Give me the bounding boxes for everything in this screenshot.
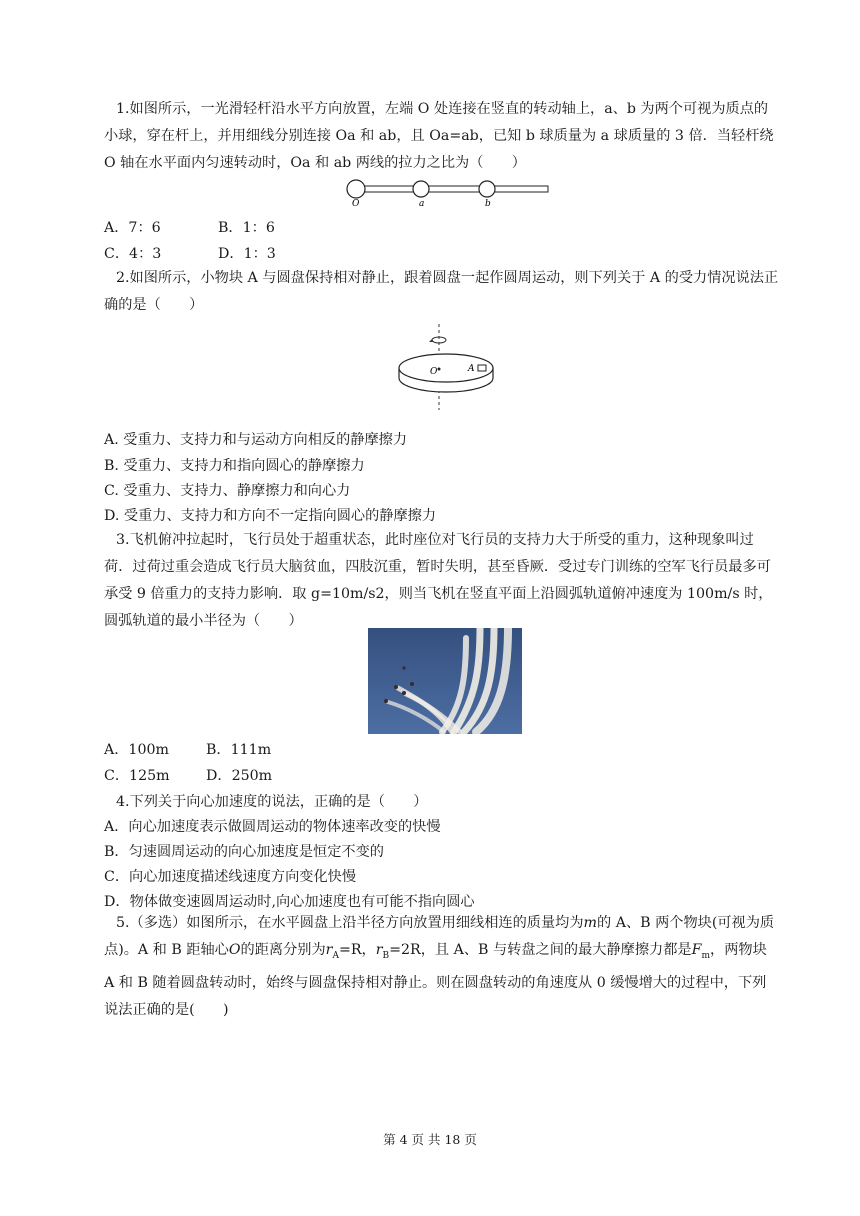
jet-5 [402, 666, 405, 669]
q5-ra-sub: A [332, 950, 339, 961]
q4-option-a: A．向心加速度表示做圆周运动的物体速率改变的快慢 [104, 819, 441, 835]
question-2-stem: 2.如图所示，小物块 A 与圆盘保持相对静止，跟着圆盘一起作圆周运动，则下列关于 A 的受力情况说法正确的是（ ） [104, 270, 779, 313]
q3-option-b: B．111m [206, 742, 272, 758]
label-o: O [352, 199, 360, 208]
q5-var-ra: r [325, 942, 333, 958]
q5-var-fm: F [691, 942, 702, 958]
q3-option-d: D．250m [206, 768, 273, 784]
jet-4 [410, 682, 414, 686]
question-5-stem [104, 910, 780, 1024]
q2-option-d: D. 受重力、支持力和方向不一定指向圆心的静摩擦力 [104, 508, 437, 524]
question-4-stem: 4.下列关于向心加速度的说法，正确的是（ ） [116, 794, 428, 810]
light-rod [352, 186, 548, 192]
question-3-photo [368, 628, 522, 734]
q5-part-4: ，两物块 A 和 B 随着圆盘转动时，始终与圆盘保持相对静止。则在圆盘转动的角速度从 0 缓慢增大的过程中，下列说法正确的是( ) [104, 942, 767, 1018]
q1-option-b: B．1：6 [218, 220, 275, 236]
q2-option-c: C. 受重力、支持力、静摩擦力和向心力 [104, 483, 351, 499]
question-3-stem: 3.飞机俯冲拉起时，飞行员处于超重状态，此时座位对飞行员的支持力大于所受的重力，这种现象叫过荷．过荷过重会造成飞行员大脑贫血，四肢沉重，暂时失明，甚至昏厥．受过专门训练的空军飞行员最多可承受 9 倍重力的支持力影响．取 g=10m/s2，则当飞机在竖直平面上沿圆弧轨道俯冲速度为 100m/s 时，圆弧轨道的最小半径为（ ） [104, 532, 773, 629]
jet-3 [384, 699, 388, 703]
q4-option-b: B．匀速圆周运动的向心加速度是恒定不变的 [104, 844, 384, 860]
q1-option-d: D．1：3 [218, 246, 276, 262]
label-o: O [430, 367, 438, 377]
label-a: A [468, 364, 475, 374]
q1-option-a: A．7：6 [104, 220, 161, 236]
q5-fm-sub: m [701, 950, 711, 961]
q5-part-3: 的距离分别为 [240, 942, 326, 958]
q4-option-c: C．向心加速度描述线速度方向变化快慢 [104, 869, 357, 885]
q2-option-a: A. 受重力、支持力和与运动方向相反的静摩擦力 [104, 432, 408, 448]
question-1-stem: 1.如图所示，一光滑轻杆沿水平方向放置，左端 O 处连接在竖直的转动轴上，a、b 为两个可视为质点的小球，穿在杆上，并用细线分别连接 Oa 和 ab，且 Oa=ab，已知 b 球质量为 a 球质量的 3 倍．当轻杆绕 O 轴在水平面内匀速转动时，Oa 和 ab 两线的拉力之比为（ ） [104, 101, 774, 171]
q4-option-d: D．物体做变速圆周运动时,向心加速度也有可能不指向圆心 [104, 894, 475, 910]
q5-rb-sub: B [382, 950, 390, 961]
q5-var-o: O [228, 942, 241, 958]
block-a [478, 365, 486, 371]
q3-option-c: C．125m [104, 768, 170, 784]
ball-b [479, 181, 495, 197]
label-b: b [485, 199, 491, 208]
ball-a [413, 181, 429, 197]
center-o [438, 368, 441, 371]
q2-option-b: B. 受重力、支持力和指向圆心的静摩擦力 [104, 458, 365, 474]
label-a: a [419, 199, 425, 208]
jet-2 [402, 691, 406, 695]
page-footer: 第 4 页 共 18 页 [383, 1132, 477, 1147]
question-2-figure [396, 322, 504, 412]
q5-ra-eq: =R， [338, 942, 376, 958]
jet-1 [394, 685, 398, 689]
q5-var-rb: r [375, 942, 383, 958]
q5-part-2: 的 A、B 两个物块(可视为质点)。A 和 B 距轴心 [104, 915, 775, 958]
q1-option-c: C．4：3 [104, 246, 162, 262]
q5-part-1: 5.（多选）如图所示，在水平圆盘上沿半径方向放置用细线相连的质量均为 [116, 915, 584, 931]
q5-rb-eq: =2R，且 A、B 与转盘之间的最大静摩擦力都是 [389, 942, 692, 958]
pivot-o [347, 180, 365, 198]
q5-var-m: m [583, 915, 598, 931]
q3-option-a: A．100m [104, 742, 169, 758]
question-1-figure [342, 178, 552, 208]
